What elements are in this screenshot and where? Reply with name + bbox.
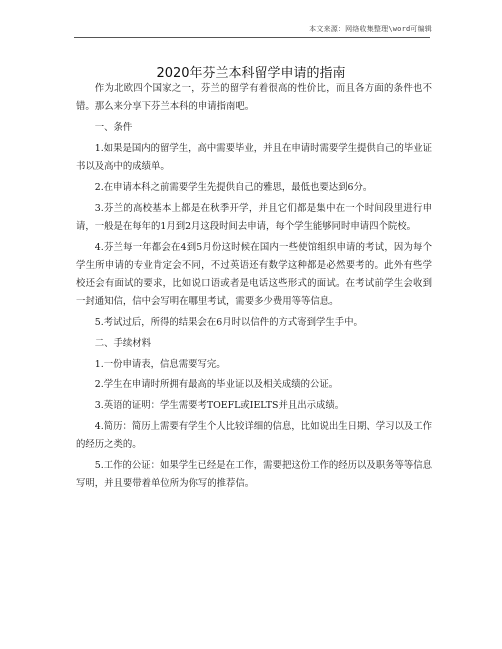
source-note: 本文来源：网络收集整理\word可编辑 <box>309 25 432 33</box>
material-item-1: 1.一份申请表，信息需要写完。 <box>94 358 226 370</box>
intro-paragraph: 作为北欧四个国家之一，芬兰的留学有着很高的性价比，而且各方面的条件也不错。那么来分享下芬兰本科的申请指南吧。 <box>76 83 432 113</box>
condition-item-4: 4.芬兰每一年都会在4到5月份这时候在国内一些使馆组织申请的考试，因为每个学生所申请的专业肯定会不同，不过英语还有数学这种都是必然要考的。此外有些学校还会有面试的要求，比如说口语或者是电话这些形式的面试。在考试前学生会收到一封通知信，信中会写明在哪里考试，需要多少费用等等信息。 <box>76 241 432 308</box>
material-item-5: 5.工作的公证：如果学生已经是在工作，需要把这份工作的经历以及职务等等信息写明，并且要带着单位所为你写的推荐信。 <box>76 459 432 490</box>
material-item-3: 3.英语的证明：学生需要考TOEFL或IELTS并且出示成绩。 <box>94 400 345 412</box>
document-body <box>76 80 432 496</box>
header-divider <box>74 37 430 38</box>
material-item-2: 2.学生在申请时所拥有最高的毕业证以及相关成绩的公证。 <box>94 379 339 391</box>
document-title: 2020年芬兰本科留学申请的指南 <box>156 66 346 81</box>
condition-item-3: 3.芬兰的高校基本上都是在秋季开学，并且它们都是集中在一个时间段里进行申请，一般是在每年的1月到2月这段时间去申请，每个学生能够同时申请四个院校。 <box>76 202 432 232</box>
section-heading-conditions: 一、条件 <box>94 122 133 133</box>
material-item-4: 4.简历：简历上需要有学生个人比较详细的信息，比如说出生日期、学习以及工作的经历之类的。 <box>76 420 432 451</box>
condition-item-2: 2.在申请本科之前需要学生先提供自己的雅思，最低也要达到6分。 <box>94 181 373 193</box>
condition-item-5: 5.考试过后，所得的结果会在6月时以信件的方式寄到学生手中。 <box>94 317 363 328</box>
condition-item-1: 1.如果是国内的留学生，高中需要毕业，并且在申请时需要学生提供自己的毕业证书以及高中的成绩单。 <box>76 142 432 172</box>
section-heading-materials: 二、手续材料 <box>94 337 152 349</box>
